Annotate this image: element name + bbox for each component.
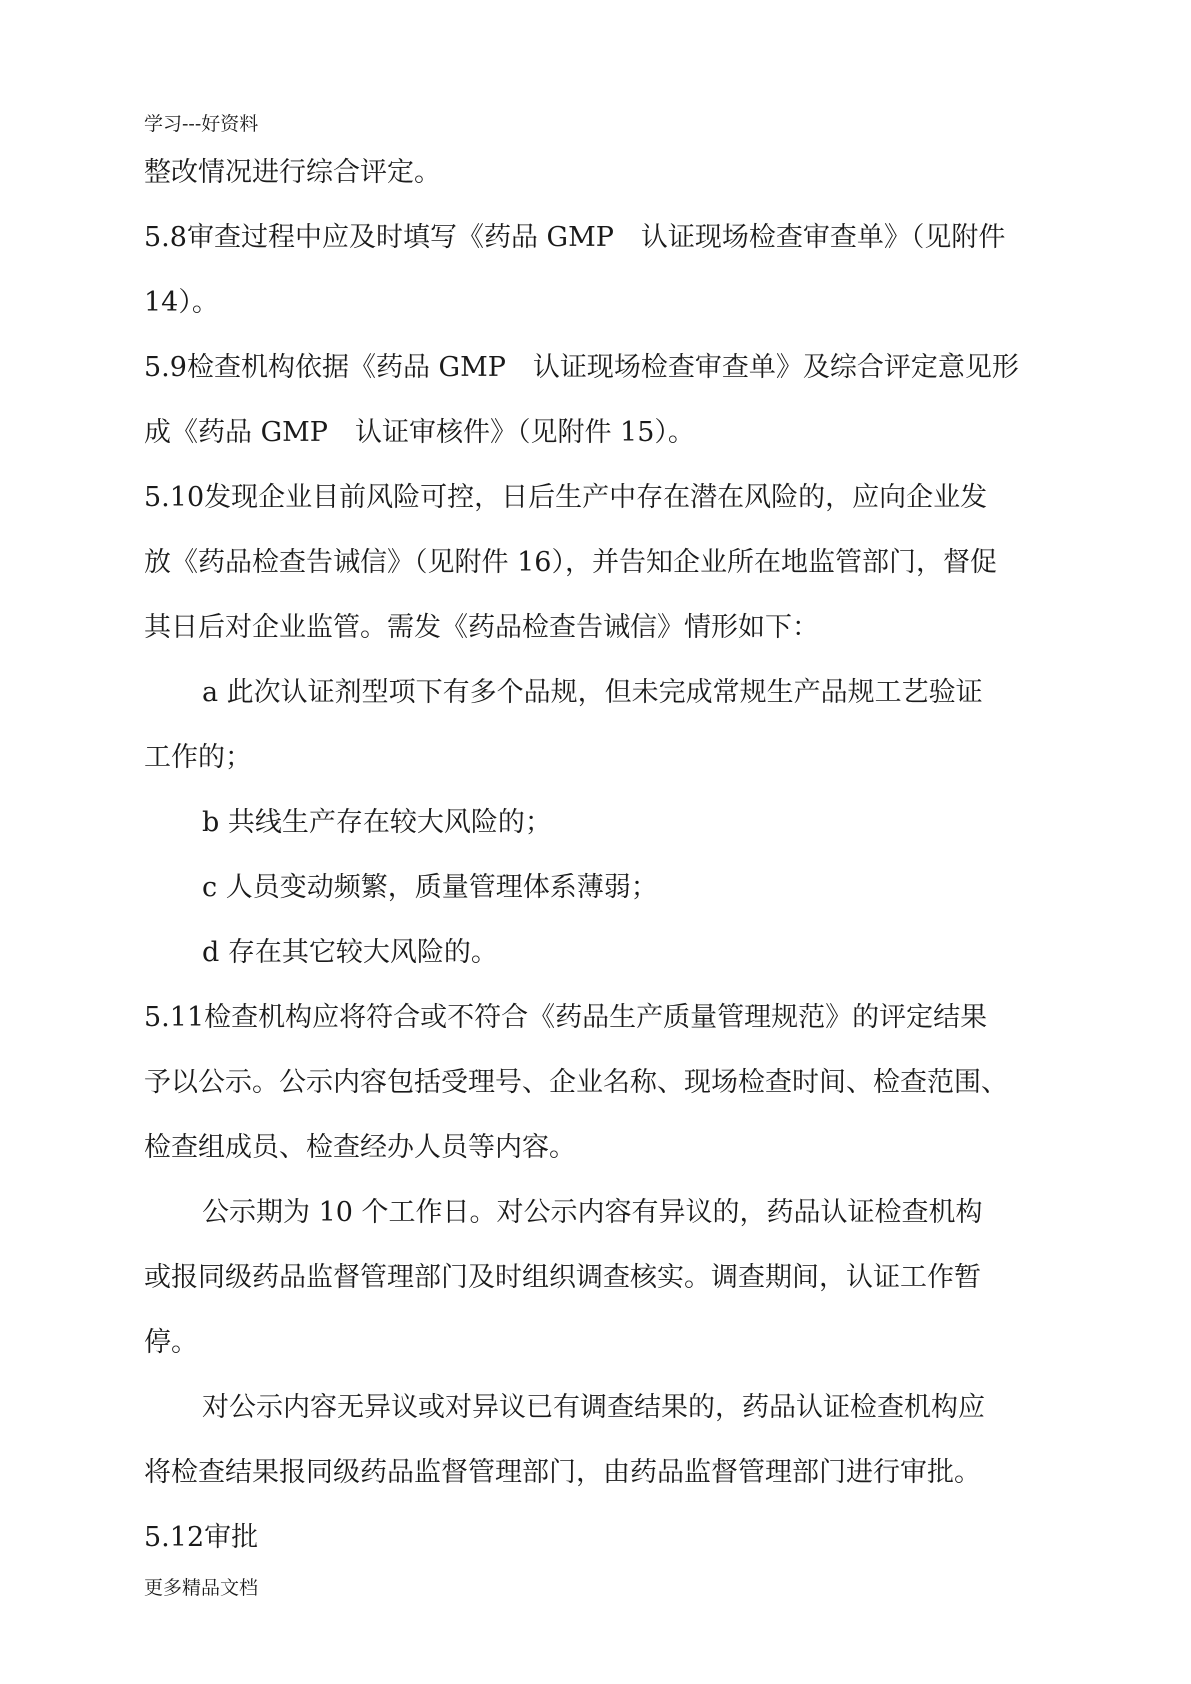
body-line-6: 5.10发现企业目前风险可控，日后生产中存在潜在风险的，应向企业发 [144, 482, 988, 513]
section-heading-approval: 5.12审批 [144, 1522, 259, 1553]
paragraph-start-no-objection: 对公示内容无异议或对异议已有调查结果的，药品认证检查机构应 [202, 1392, 985, 1423]
list-item-a: a 此次认证剂型项下有多个品规，但未完成常规生产品规工艺验证 [202, 677, 983, 708]
page-header-note: 学习---好资料 [144, 113, 259, 135]
body-line-5: 成《药品 GMP 认证审核件》（见附件 15）。 [144, 417, 695, 448]
body-line-3: 14）。 [144, 287, 219, 318]
document-body [144, 140, 1064, 1570]
body-line-7: 放《药品检查告诫信》（见附件 16），并告知企业所在地监管部门，督促 [144, 547, 997, 578]
body-line-19: 停。 [144, 1327, 198, 1358]
body-line-18: 或报同级药品监督管理部门及时组织调查核实。调查期间，认证工作暂 [144, 1262, 981, 1293]
body-line-16: 检查组成员、检查经办人员等内容。 [144, 1132, 576, 1163]
body-line-14: 5.11检查机构应将符合或不符合《药品生产质量管理规范》的评定结果 [144, 1002, 988, 1033]
body-line-1: 整改情况进行综合评定。 [144, 157, 441, 188]
list-item-d: d 存在其它较大风险的。 [202, 937, 498, 968]
list-item-c: c 人员变动频繁，质量管理体系薄弱； [202, 872, 658, 903]
body-line-2: 5.8审查过程中应及时填写《药品 GMP 认证现场检查审查单》（见附件 [144, 222, 1006, 253]
body-line-8: 其日后对企业监管。需发《药品检查告诫信》情形如下： [144, 612, 819, 643]
body-line-10: 工作的； [144, 742, 252, 773]
page-footer-note: 更多精品文档 [144, 1577, 259, 1599]
body-line-21: 将检查结果报同级药品监督管理部门，由药品监督管理部门进行审批。 [144, 1457, 981, 1488]
body-line-15: 予以公示。公示内容包括受理号、企业名称、现场检查时间、检查范围、 [144, 1067, 1008, 1098]
list-item-b: b 共线生产存在较大风险的； [202, 807, 552, 838]
body-line-4: 5.9检查机构依据《药品 GMP 认证现场检查审查单》及综合评定意见形 [144, 352, 1019, 383]
paragraph-start-publicity-period: 公示期为 10 个工作日。对公示内容有异议的，药品认证检查机构 [202, 1197, 983, 1228]
